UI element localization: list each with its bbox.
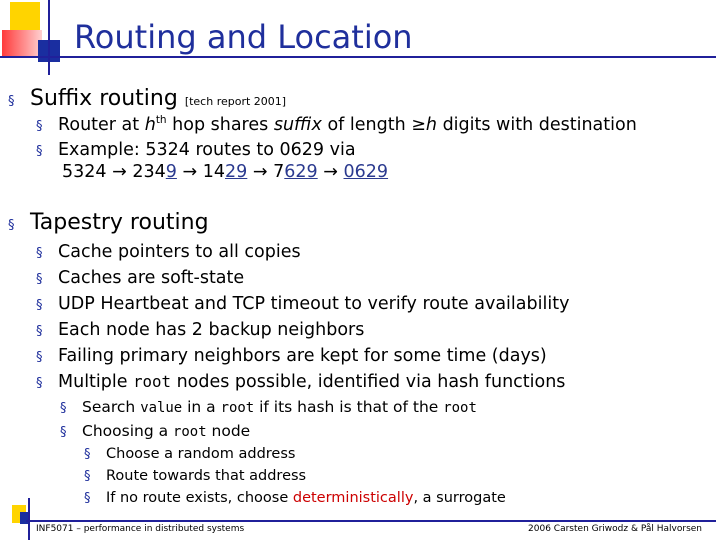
sub-sub-item [84, 446, 295, 462]
code: value [140, 400, 183, 416]
code: root [133, 372, 172, 391]
suffix-heading: Suffix routing [30, 86, 178, 111]
route-node [273, 162, 318, 182]
footer-vertical-line [28, 498, 30, 540]
text: Router at [58, 114, 145, 135]
text: if its hash is that of the [254, 398, 444, 416]
text: nodes possible, identified via hash functions [171, 372, 566, 392]
sub-sub-item [84, 490, 506, 506]
text: Route towards that address [106, 468, 307, 484]
text: hop shares [166, 114, 274, 135]
tapestry-item [36, 268, 244, 288]
bullet-icon: § [36, 246, 43, 261]
bullet-icon: § [84, 491, 91, 506]
bullet-example [36, 140, 356, 160]
bullet-icon: § [36, 272, 43, 287]
bullet-icon: § [84, 469, 91, 484]
tapestry-item [36, 372, 565, 392]
text: h [144, 114, 156, 135]
text: digits with destination [437, 114, 637, 135]
code: root [173, 424, 207, 440]
text: Choose a random address [106, 446, 296, 462]
sub-item-choosing [60, 422, 250, 440]
slide-title: Routing and Location [74, 18, 413, 56]
bullet-icon: § [36, 144, 43, 159]
decor-vertical-line [48, 0, 50, 75]
arrow-icon: → [323, 162, 338, 182]
text: Caches are soft-state [58, 268, 245, 288]
text: 14 [202, 162, 226, 182]
route-node: 5324 [62, 162, 107, 182]
bullet-suffix-routing [8, 86, 286, 111]
text: suffix [273, 114, 322, 135]
arrow-icon: → [112, 162, 127, 182]
sub-sub-item [84, 468, 306, 484]
text: 629 [284, 162, 318, 182]
arrow-icon: → [252, 162, 268, 182]
bullet-router-hop [36, 114, 637, 135]
route-node [132, 162, 177, 182]
route-node [203, 162, 248, 182]
bullet-icon: § [36, 118, 43, 134]
tapestry-item [36, 320, 364, 340]
text: Cache pointers to all copies [58, 242, 301, 262]
text: Search [82, 398, 141, 416]
example-text: Example: 5324 routes to 0629 via [58, 140, 356, 160]
decor-yellow-square [10, 2, 40, 32]
code: root [220, 400, 255, 416]
bullet-icon: § [36, 298, 43, 313]
code: root [443, 400, 477, 416]
bullet-icon: § [36, 376, 43, 391]
bullet-icon: § [8, 94, 15, 109]
text: , a surrogate [413, 490, 506, 506]
bullet-icon: § [60, 425, 67, 440]
decor-red-square [2, 30, 42, 58]
text: Multiple [58, 372, 134, 392]
footer-course: INF5071 – performance in distributed systems [36, 524, 245, 534]
tapestry-item [36, 294, 569, 314]
bullet-icon: § [36, 350, 43, 365]
bullet-tapestry-routing [8, 210, 209, 235]
footer-line [26, 520, 716, 522]
footer-authors: 2006 Carsten Griwodz & Pål Halvorsen [528, 524, 702, 534]
text: node [206, 422, 251, 440]
highlight-text: deterministically [292, 490, 414, 506]
text: Choosing a [82, 422, 174, 440]
text: Failing primary neighbors are kept for some time (days) [58, 346, 547, 366]
text: 234 [132, 162, 166, 182]
text: of length ≥ [321, 114, 426, 135]
tapestry-item [36, 346, 547, 366]
tapestry-item [36, 242, 301, 262]
tech-report-ref: [tech report 2001] [184, 95, 287, 108]
text: Each node has 2 backup neighbors [58, 320, 365, 340]
text: If no route exists, choose [106, 490, 293, 506]
tapestry-heading: Tapestry routing [30, 210, 209, 235]
bullet-icon: § [60, 401, 67, 416]
text: in a [182, 398, 221, 416]
text: 9 [165, 162, 177, 182]
text: UDP Heartbeat and TCP timeout to verify route availability [58, 294, 570, 314]
sub-item-search [60, 398, 477, 416]
text: 29 [225, 162, 248, 182]
text: 7 [273, 162, 285, 182]
bullet-icon: § [8, 218, 15, 233]
bullet-icon: § [84, 447, 91, 462]
bullet-icon: § [36, 324, 43, 339]
arrow-icon: → [182, 162, 198, 182]
example-route-path [62, 162, 388, 182]
text: th [155, 114, 167, 126]
title-underline [0, 56, 716, 58]
route-node: 0629 [343, 162, 389, 182]
text: h [425, 114, 437, 135]
